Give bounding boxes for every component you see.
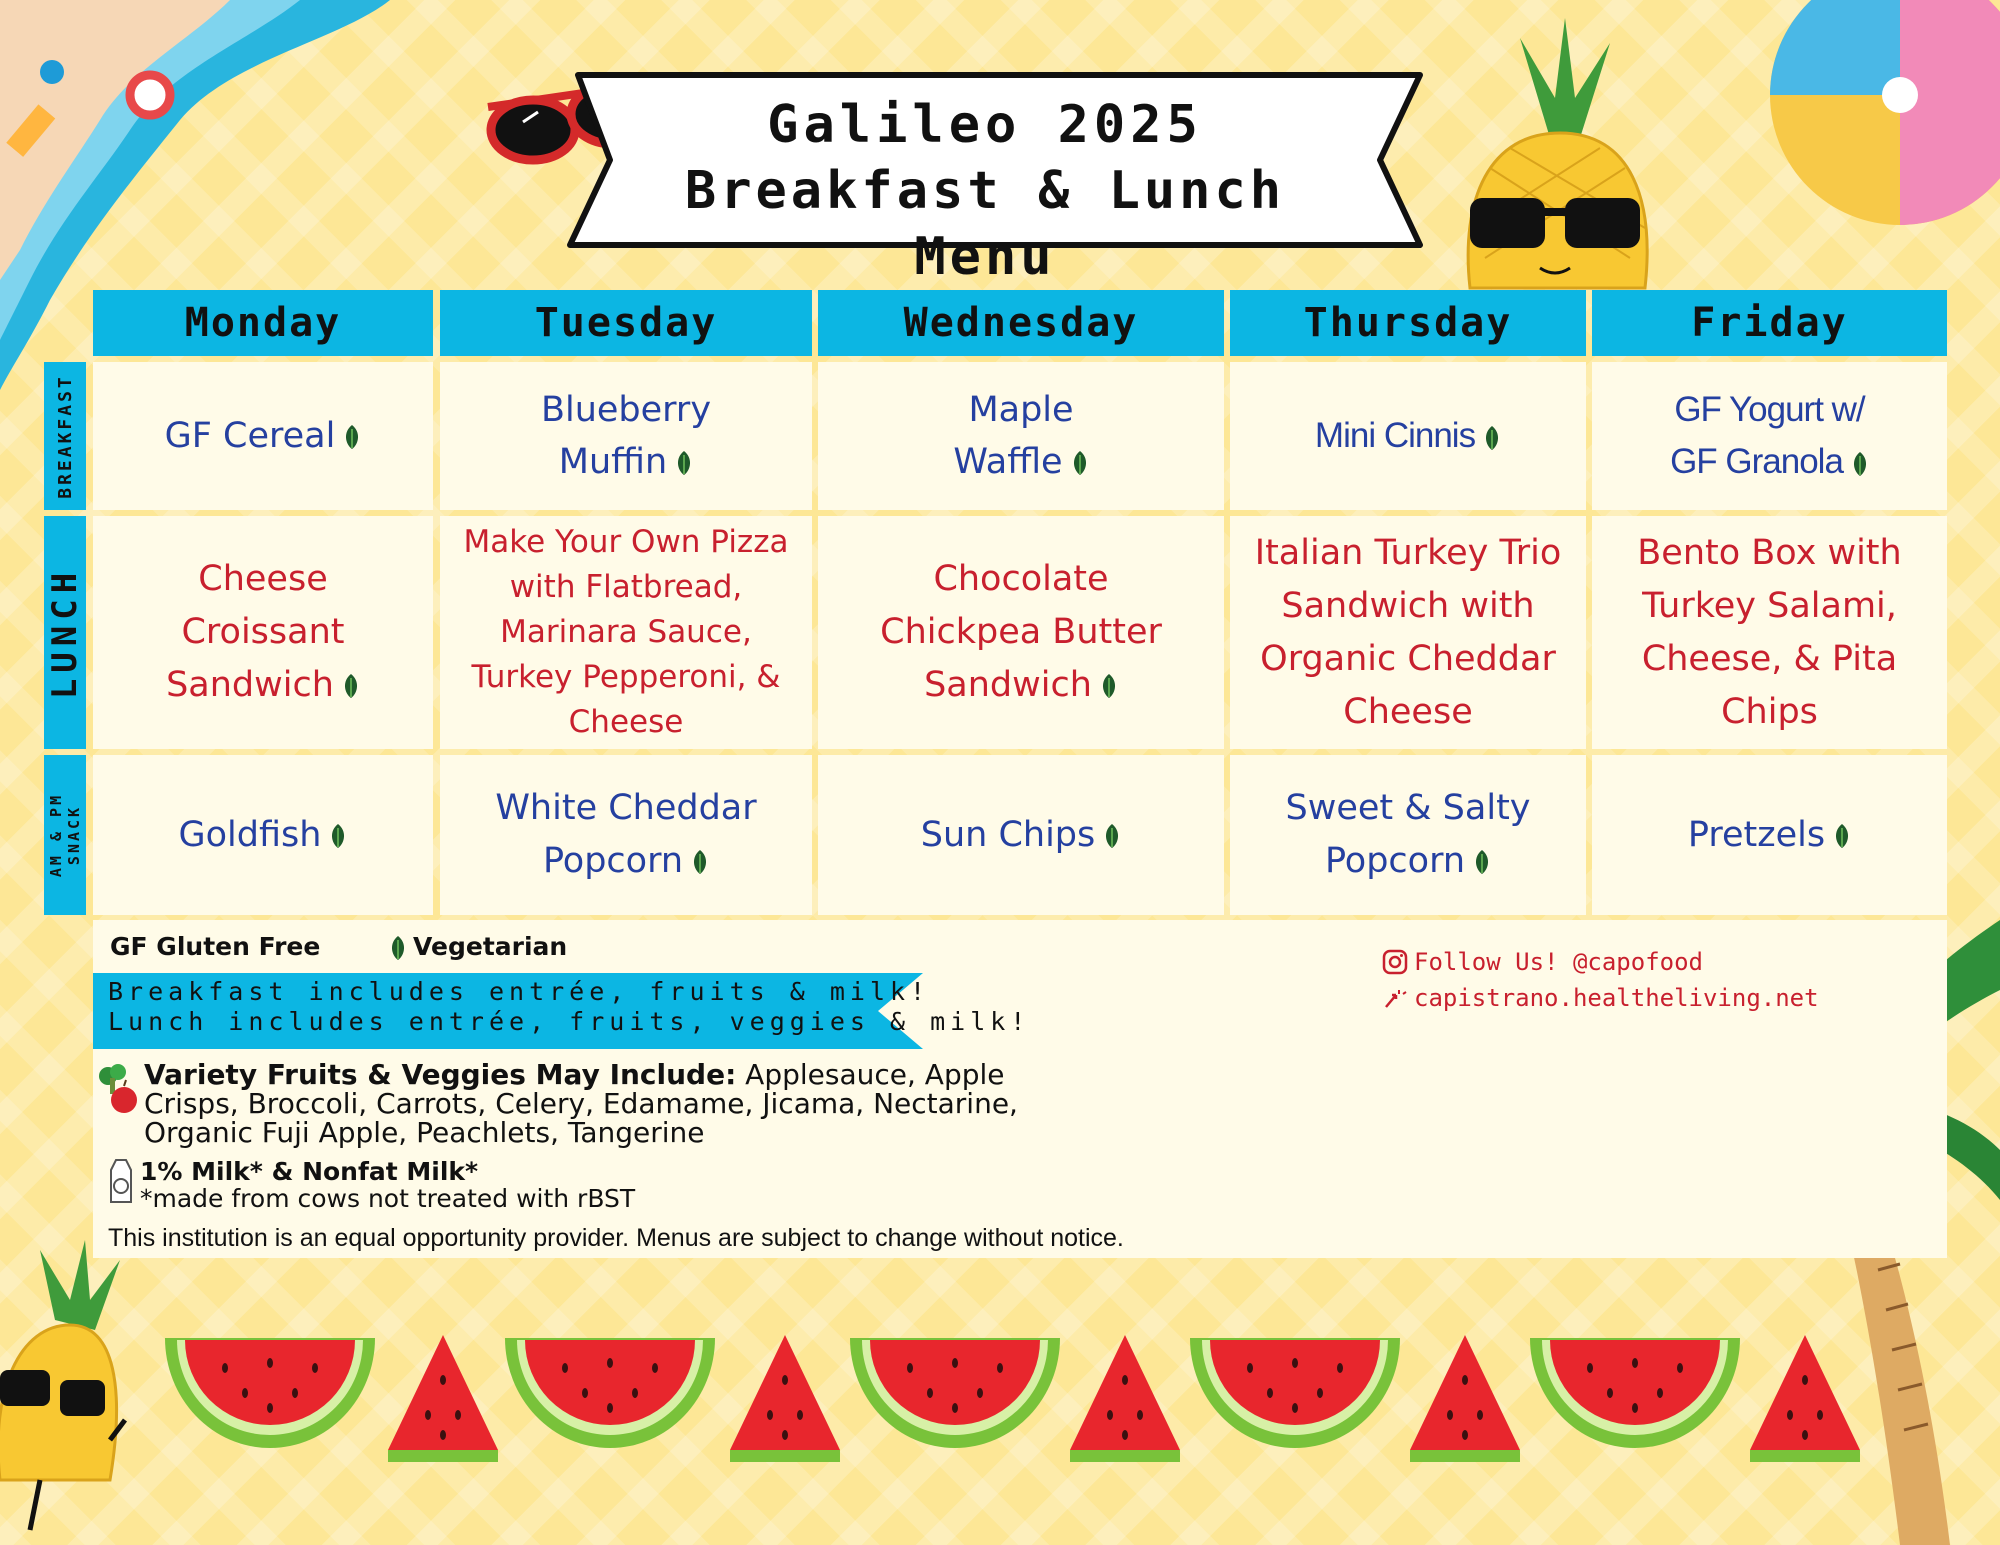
leaf-icon xyxy=(329,823,347,849)
leaf-icon xyxy=(675,450,693,476)
disclaimer: This institution is an equal opportunity provider. Menus are subject to change without notice. xyxy=(108,1224,1124,1252)
social-links xyxy=(1382,944,1819,1016)
header-wednesday: Wednesday xyxy=(818,290,1224,356)
broccoli-apple-icon xyxy=(96,1064,140,1116)
fruits-heading: Variety Fruits & Veggies May Include: xyxy=(144,1058,737,1091)
snack-monday-line1: Goldfish xyxy=(178,814,322,855)
breakfast-friday-line1: GF Yogurt w/ xyxy=(1674,390,1865,429)
breakfast-wednesday xyxy=(818,362,1224,510)
lunch-monday xyxy=(93,516,433,749)
snack-thursday-line1: Sweet & Salty xyxy=(1285,788,1531,828)
snack-thursday-line2: Popcorn xyxy=(1324,841,1466,881)
snack-tuesday xyxy=(440,755,812,915)
lunch-tuesday xyxy=(440,516,812,749)
website-text: capistrano.healtheliving.net xyxy=(1414,984,1819,1012)
lunch-tuesday-line5: Cheese xyxy=(568,704,684,740)
lunch-tuesday-line2: with Flatbread, xyxy=(509,569,743,605)
lunch-wednesday-line3: Sandwich xyxy=(924,665,1092,705)
fruits-list: Applesauce, Apple Crisps, Broccoli, Carrots, Celery, Edamame, Jicama, Nectarine, Organic Fuji Apple, Peachlets, Tangerine xyxy=(144,1058,1018,1149)
cursor-icon xyxy=(1382,985,1408,1011)
lunch-monday-line1: Cheese xyxy=(198,559,328,599)
page-title xyxy=(620,92,1350,290)
lunch-friday-line3: Cheese, & Pita xyxy=(1641,638,1898,679)
lunch-thursday xyxy=(1230,516,1586,749)
includes-text xyxy=(108,977,1030,1037)
includes-lunch: Lunch includes entrée, fruits, veggies & milk! xyxy=(108,1007,1031,1036)
row-label-snack xyxy=(44,755,86,915)
leaf-icon xyxy=(1103,823,1121,849)
lunch-wednesday xyxy=(818,516,1224,749)
lunch-wednesday-line2: Chickpea Butter xyxy=(880,612,1162,652)
title-line-1: Galileo 2025 xyxy=(767,95,1203,155)
snack-friday-line1: Pretzels xyxy=(1687,814,1826,855)
includes-breakfast: Breakfast includes entrée, fruits & milk! xyxy=(108,977,931,1006)
leaf-icon xyxy=(1851,451,1869,477)
breakfast-thursday-line1: Mini Cinnis xyxy=(1314,416,1476,455)
lunch-monday-line3: Sandwich xyxy=(166,665,334,705)
snack-friday xyxy=(1592,755,1947,915)
lunch-friday-line4: Chips xyxy=(1721,691,1818,732)
lunch-friday xyxy=(1592,516,1947,749)
leaf-icon xyxy=(1100,673,1118,699)
leaf-icon xyxy=(1071,450,1089,476)
row-label-snack-text xyxy=(47,793,83,877)
watermelon-row xyxy=(160,1320,1880,1480)
lunch-friday-line2: Turkey Salami, xyxy=(1642,585,1897,626)
pineapple-mascot-icon xyxy=(0,1240,140,1545)
lunch-friday-line1: Bento Box with xyxy=(1637,532,1902,573)
lunch-thursday-line1: Italian Turkey Trio xyxy=(1254,532,1562,573)
lunch-thursday-line4: Cheese xyxy=(1343,691,1473,732)
lunch-thursday-line2: Sandwich with xyxy=(1281,585,1535,626)
legend-vegetarian: Vegetarian xyxy=(413,932,568,961)
milk-footnote: *made from cows not treated with rBST xyxy=(140,1184,636,1213)
row-label-lunch-text: LUNCH xyxy=(45,566,86,699)
title-line-2: Breakfast & Lunch Menu xyxy=(684,161,1286,287)
pineapple-icon xyxy=(1450,18,1660,298)
row-label-snack-line2: SNACK xyxy=(65,804,83,866)
lunch-wednesday-line1: Chocolate xyxy=(933,559,1109,599)
row-label-breakfast-text: BREAKFAST xyxy=(54,373,76,499)
lunch-monday-line2: Croissant xyxy=(181,612,345,652)
breakfast-thursday xyxy=(1230,362,1586,510)
leaf-icon xyxy=(343,424,361,450)
legend-gluten-free: GF Gluten Free xyxy=(110,932,321,961)
breakfast-tuesday-line2: Muffin xyxy=(558,442,668,482)
website-link[interactable] xyxy=(1382,980,1819,1016)
leaf-icon xyxy=(389,935,407,961)
header-monday: Monday xyxy=(93,290,433,356)
snack-monday xyxy=(93,755,433,915)
header-friday: Friday xyxy=(1592,290,1947,356)
follow-row[interactable] xyxy=(1382,944,1819,980)
milk-heading: 1% Milk* & Nonfat Milk* xyxy=(140,1157,479,1186)
leaf-icon xyxy=(1483,425,1501,451)
leaf-icon xyxy=(1833,823,1851,849)
breakfast-tuesday-line1: Blueberry xyxy=(540,390,712,430)
lunch-tuesday-line4: Turkey Pepperoni, & xyxy=(471,659,781,695)
row-label-lunch xyxy=(44,516,86,749)
snack-tuesday-line2: Popcorn xyxy=(542,841,684,881)
beach-ball-icon xyxy=(1760,0,2000,240)
snack-thursday xyxy=(1230,755,1586,915)
row-label-snack-line1: AM & PM xyxy=(47,792,65,878)
breakfast-monday xyxy=(93,362,433,510)
leaf-icon xyxy=(342,673,360,699)
snack-wednesday-line1: Sun Chips xyxy=(920,814,1096,855)
leaf-icon xyxy=(1473,849,1491,875)
breakfast-tuesday xyxy=(440,362,812,510)
lunch-tuesday-line3: Marinara Sauce, xyxy=(500,614,752,650)
lunch-tuesday-line1: Make Your Own Pizza xyxy=(463,524,789,560)
breakfast-wednesday-line2: Waffle xyxy=(953,442,1063,482)
header-thursday: Thursday xyxy=(1230,290,1586,356)
breakfast-friday-line2: GF Granola xyxy=(1670,442,1843,481)
legend xyxy=(110,932,567,961)
follow-text: Follow Us! @capofood xyxy=(1414,948,1703,976)
instagram-icon xyxy=(1382,949,1408,975)
breakfast-monday-line1: GF Cereal xyxy=(164,416,336,456)
leaf-icon xyxy=(691,849,709,875)
snack-wednesday xyxy=(818,755,1224,915)
breakfast-wednesday-line1: Maple xyxy=(968,390,1074,430)
fruits-veggies-note xyxy=(144,1060,1024,1147)
breakfast-friday xyxy=(1592,362,1947,510)
milk-carton-icon xyxy=(106,1158,136,1204)
header-tuesday: Tuesday xyxy=(440,290,812,356)
lunch-thursday-line3: Organic Cheddar xyxy=(1260,638,1556,679)
row-label-breakfast xyxy=(44,362,86,510)
milk-note xyxy=(140,1158,635,1212)
snack-tuesday-line1: White Cheddar xyxy=(495,788,757,828)
